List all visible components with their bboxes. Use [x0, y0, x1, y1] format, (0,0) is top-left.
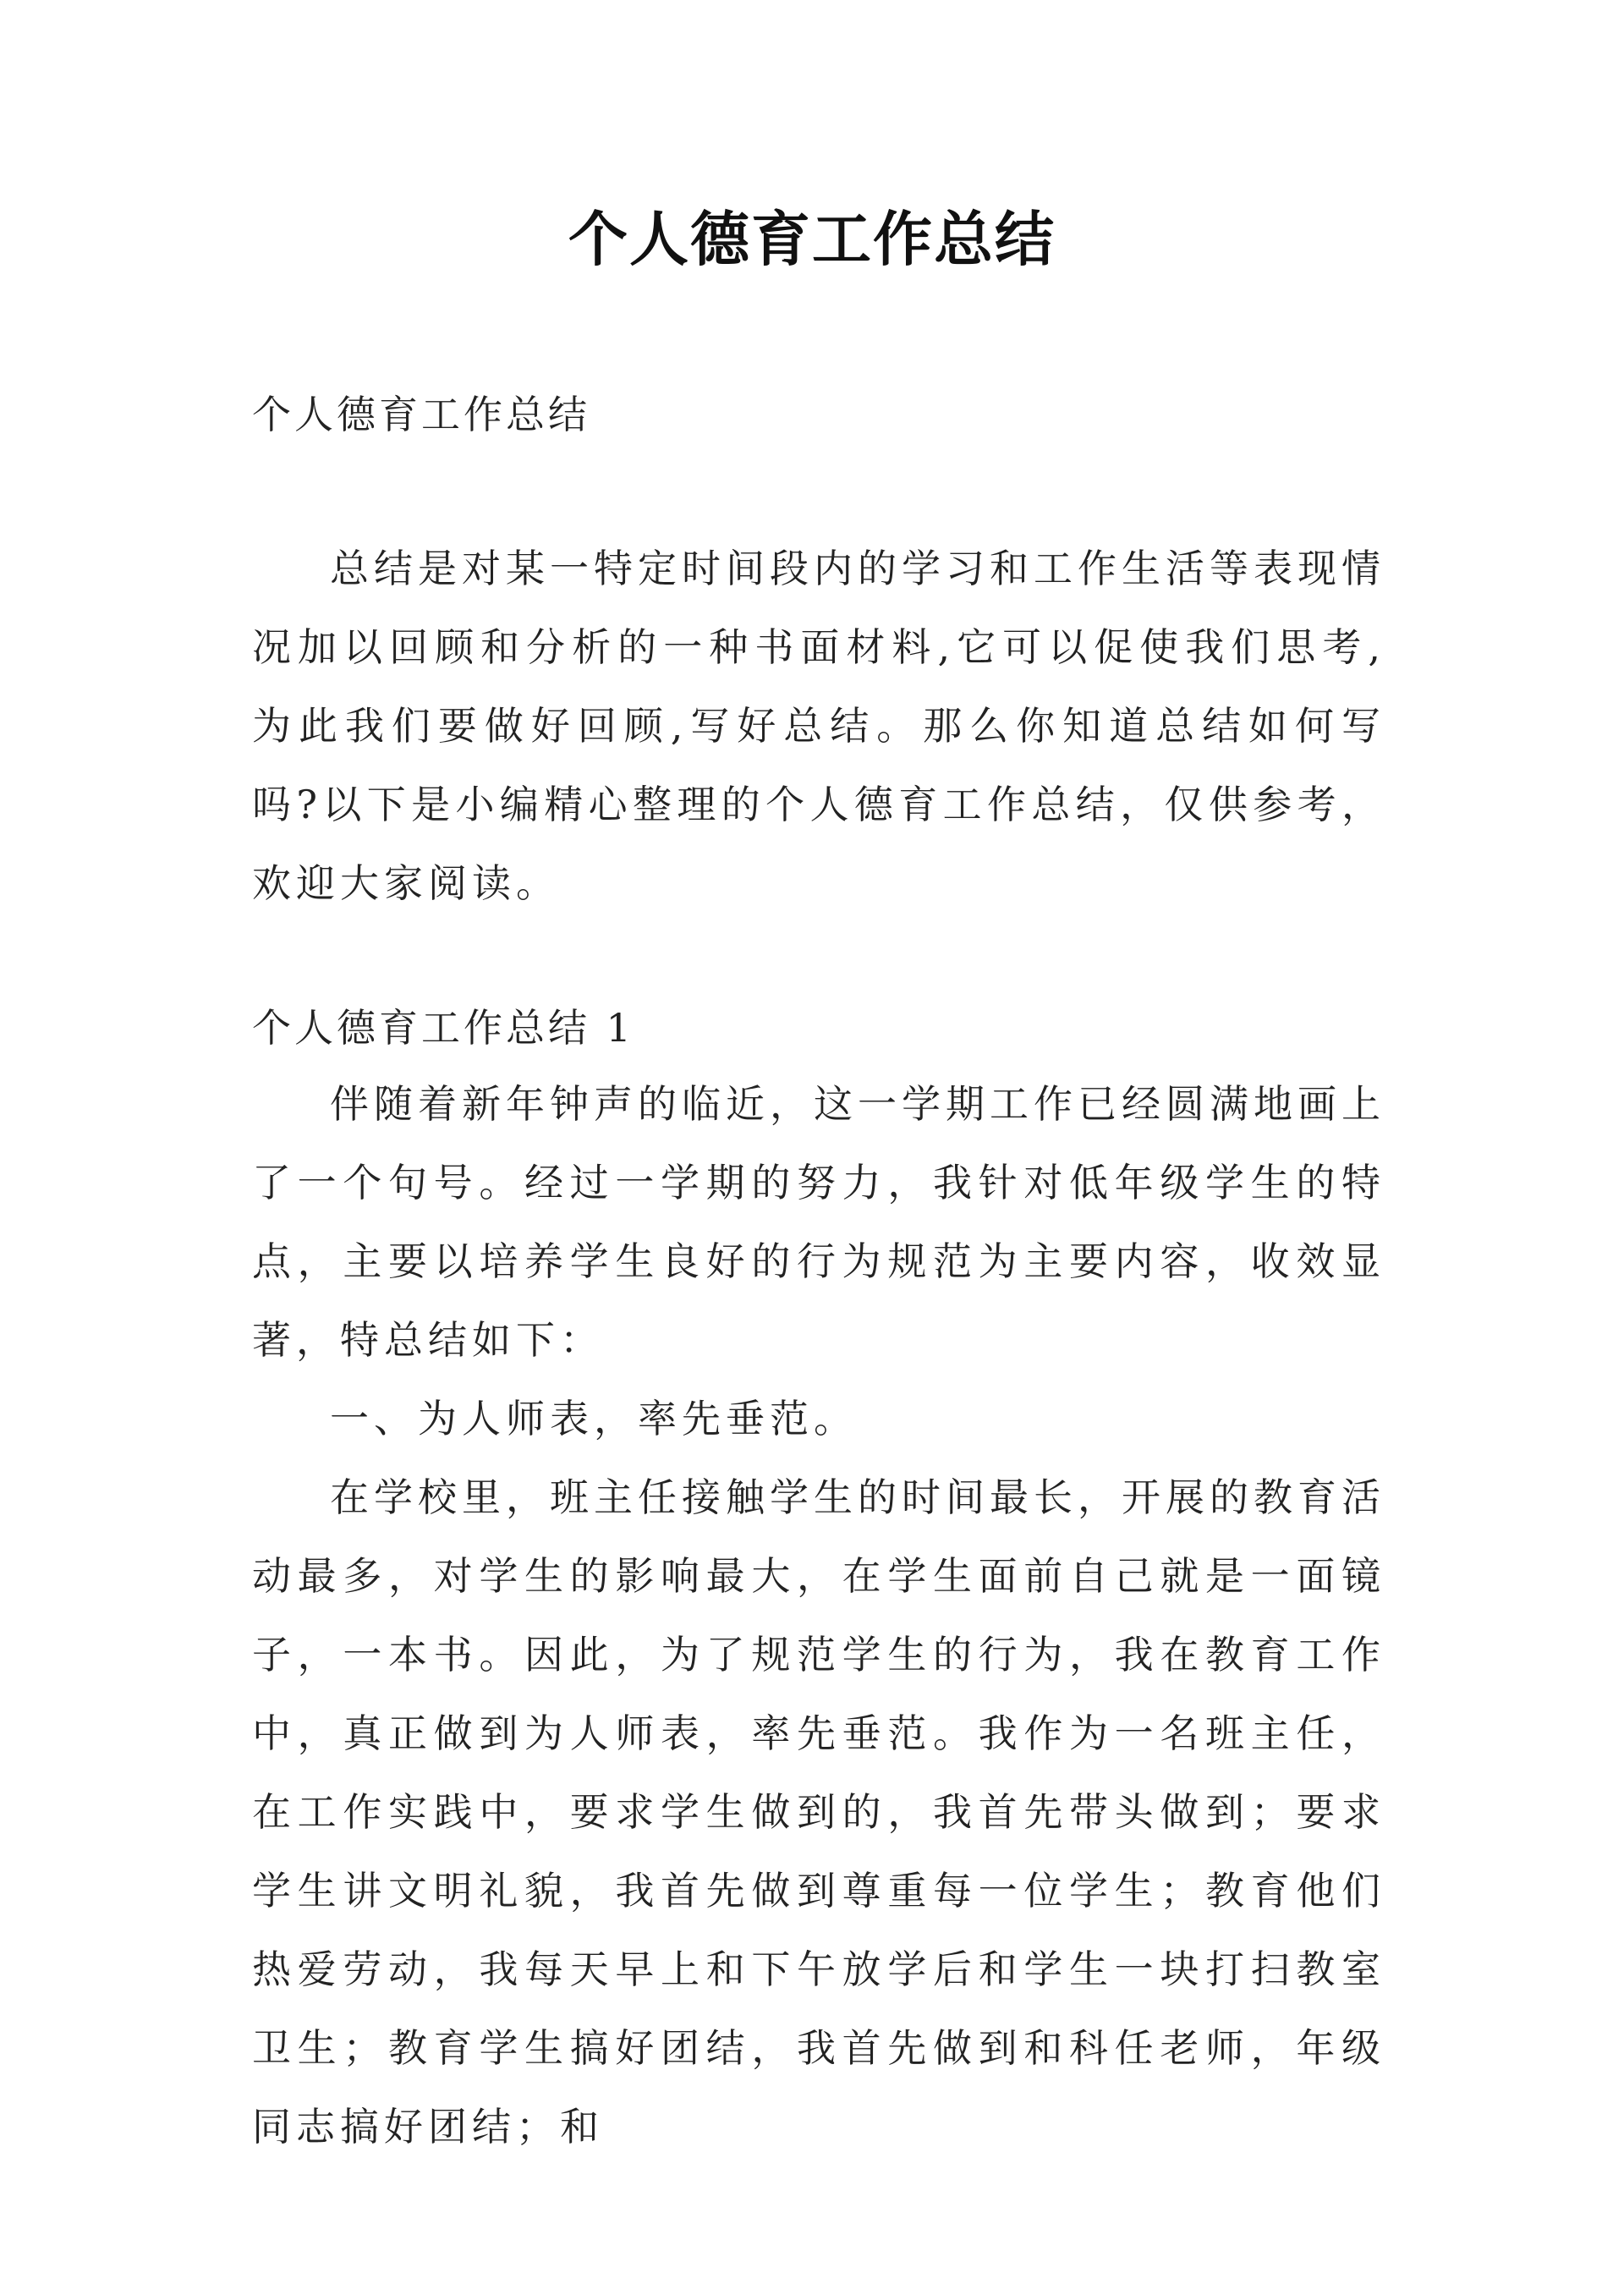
section1-body: [252, 1065, 1385, 2166]
intro-paragraph: 总结是对某一特定时间段内的学习和工作生活等表现情况加以回顾和分析的一种书面材料,它可以促使我们思考,为此我们要做好回顾,写好总结。那么你知道总结如何写吗?以下是小编精心整理的个人德育工作总结，仅供参考，欢迎大家阅读。: [252, 546, 1385, 906]
document-title: 个人德育工作总结: [568, 204, 1056, 274]
document-subtitle: 个人德育工作总结: [252, 392, 590, 437]
section1-paragraph-1: 伴随着新年钟声的临近，这一学期工作已经圆满地画上了一个句号。经过一学期的努力，我针对低年级学生的特点，主要以培养学生良好的行为规范为主要内容，收效显著，特总结如下：: [252, 1081, 1385, 1363]
section1-heading: 个人德育工作总结 1: [252, 1005, 634, 1051]
intro-block: [252, 530, 1385, 923]
section1-paragraph-2: 一、为人师表，率先垂范。: [330, 1396, 858, 1441]
section1-paragraph-3: 在学校里，班主任接触学生的时间最长，开展的教育活动最多，对学生的影响最大，在学生面前自己就是一面镜子，一本书。因此，为了规范学生的行为，我在教育工作中，真正做到为人师表，率先垂范。我作为一名班主任，在工作实践中，要求学生做到的，我首先带头做到；要求学生讲文明礼貌，我首先做到尊重每一位学生；教育他们热爱劳动，我每天早上和下午放学后和学生一块打扫教室卫生；教育学生搞好团结，我首先做到和科任老师，年级同志搞好团结；和: [252, 1474, 1385, 2150]
